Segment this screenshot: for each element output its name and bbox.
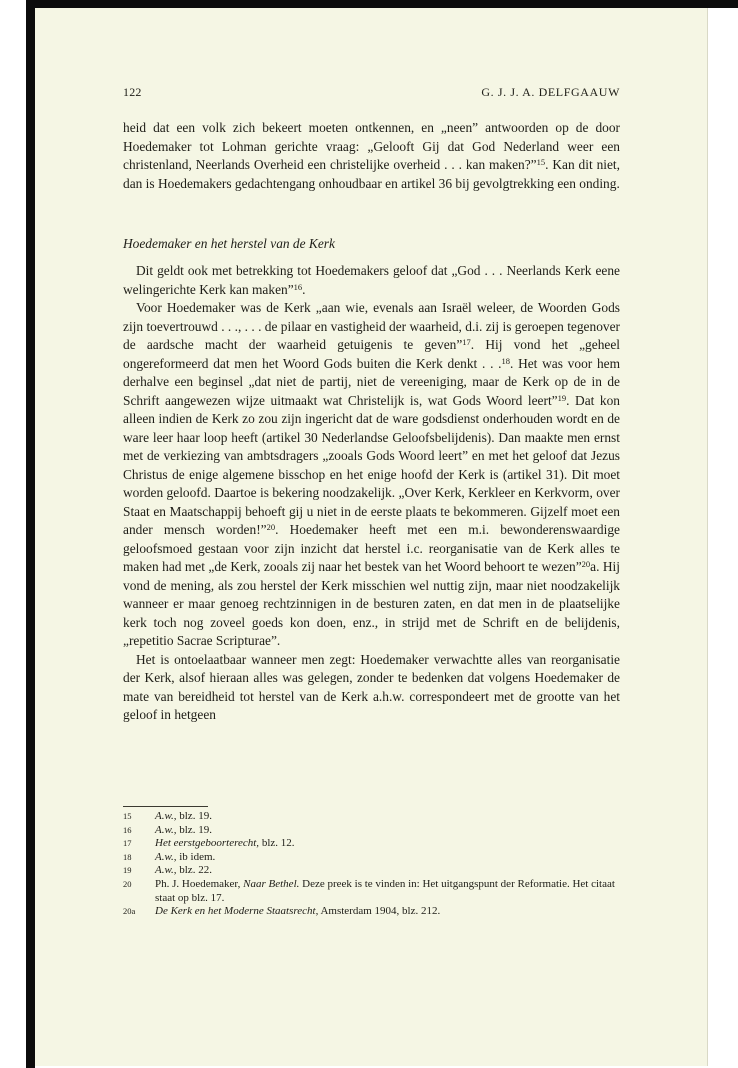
footnote-text: Amsterdam 1904, blz. 212.	[318, 905, 441, 918]
footnote-number: 20a	[123, 906, 136, 917]
footnote	[123, 810, 620, 824]
scan-border-left	[26, 0, 35, 1068]
footnote-text: ib idem.	[176, 850, 216, 863]
footnote	[123, 824, 620, 838]
footnote-number: 17	[123, 838, 132, 849]
footnote-title: A.w.,	[155, 864, 177, 877]
footnote-ref: 20	[581, 559, 591, 569]
footnote	[123, 878, 620, 905]
paragraph-text: a. Hij vond de mening, als zou herstel der Kerk misschien wel nuttig zijn, maar niet noodzakelijk wanneer er maar genoeg rechtzinnigen in de besturen zaten, en dat men in de plaatselijke kerk toch nog zoveel goeds kon doen, enz., in strijd met de Schrift en de belijdenis, „repetitio Sacrae Scripturae”.	[123, 559, 620, 648]
footnote-title: Het eerstgeboorterecht,	[155, 837, 260, 850]
paragraph-text: .	[302, 281, 306, 297]
footnote-ref: 19	[557, 392, 567, 403]
footnote-ref: 16	[293, 281, 303, 292]
paragraph-text: Voor Hoedemaker was de Kerk „aan wie, evenals aan Israël weleer, de Woorden Gods zijn toevertrouwd . . ., . . . de pilaar en vastigheid der waarheid, d.i. zij is geroepen tegenover de aardsche macht der waarheid getuigenis te geven”	[123, 300, 620, 352]
scan-border-top	[26, 0, 738, 8]
footnote-text: blz. 19.	[176, 823, 212, 836]
footnote-number: 15	[123, 811, 132, 821]
footnotes	[123, 810, 620, 919]
footnote-text: Deze preek is te vinden in: Het uitgangspunt der Reformatie. Het citaat staat op blz. 17.	[155, 877, 615, 904]
footnote-ref: 20	[266, 522, 276, 532]
paragraph-text: Het is ontoelaatbaar wanneer men zegt: Hoedemaker verwachtte alles van reorganisatie der Kerk, alsof hieraan alles was gelegen, zonder te bedenken dat volgens Hoedemaker de mate van bereidheid tot herstel van de Kerk a.h.w. correspondeert met de grootte van het geloof in hetgeen	[123, 651, 620, 722]
footnote-title: De Kerk en het Moderne Staatsrecht,	[155, 905, 319, 918]
paragraph-text: . Het was voor hem derhalve een beginsel „dat niet de partij, niet de vereeniging, maar de Kerk op de in de Schrift aangewezen wijze uitmaakt wat Christelijk is, wat Gods Woord leert”	[123, 355, 621, 408]
paragraph	[123, 651, 620, 725]
footnote-ref: 18	[501, 355, 510, 366]
page-number: 122	[123, 85, 142, 99]
footnote-text: blz. 19.	[176, 810, 212, 822]
footnote	[123, 864, 620, 878]
footnote-title: A.w.,	[155, 850, 177, 863]
running-head: G. J. J. A. DELFGAAUW	[481, 85, 620, 99]
footnote-title: Naar Bethel.	[243, 877, 300, 890]
footnote	[123, 837, 620, 851]
section-body	[123, 262, 620, 725]
footnote-text: Ph. J. Hoedemaker,	[155, 877, 244, 890]
footnote-number: 19	[123, 865, 132, 876]
paragraph-text: . Dat kon alleen indien de Kerk zo zou zijn ingericht dat de ware godsdienst onderhouden wordt en de ware leer haar loop heeft (artikel 30 Nederlandse Geloofsbelijdenis). Dan maakte men ernst met de verkiezing van ambtsdragers „zooals Gods Woord leert” en met het geloof dat Jezus Christus de enige algemene bisschop en het enige hoofd der Kerk is (artikel 31). Dit moet worden geloofd. Daartoe is bekering noodzakelijk. „Over Kerk, Kerkleer en Kerkvorm, over Staat en Maatschappij behoeft gij u niet in de eerste plaats te bekommeren. Gijzelf moet een ander mensch worden!”	[123, 392, 621, 537]
footnote-ref: 17	[462, 337, 471, 347]
paragraph-text: . Hoedemaker heeft met een m.i. bewonderenswaardige geloofsmoed gestaan voor zijn inzicht dat herstel i.c. reorganisatie van de Kerk alles te maken had met „de Kerk, zooals zij naar het bestek van het Woord behoort te wezen”	[123, 522, 620, 574]
footnote-ref: 15	[536, 157, 546, 167]
footnote-number: 16	[123, 824, 132, 835]
paragraph-text: heid dat een volk zich bekeert moeten ontkennen, en „neen” antwoorden op de door Hoedemaker tot Lohman gerichte vraag: „Gelooft Gij dat God Nederland weer een christenland, Neerlands Overheid een christelijke overheid . . . kan maken?”	[123, 120, 620, 172]
footnote-title: A.w.,	[155, 823, 177, 836]
paragraph-text: . Hij vond het „geheel ongereformeerd dat men het Woord Gods buiten die Kerk denkt . . .	[123, 337, 621, 371]
footnote-text: blz. 22.	[176, 864, 212, 877]
footnote	[123, 851, 620, 865]
footnote-title: A.w.,	[155, 810, 177, 822]
paragraph-text: . Kan dit niet, dan is Hoedemakers gedachtengang onhoudbaar en artikel 36 bij gevolgtrekking een onding.	[123, 157, 620, 191]
paragraph-text: Dit geldt ook met betrekking tot Hoedemakers geloof dat „God . . . Neerlands Kerk eene welingerichte Kerk kan maken”	[123, 263, 620, 297]
opening-paragraph	[123, 119, 620, 193]
paragraph	[123, 299, 620, 651]
footnote-number: 18	[123, 851, 132, 862]
section-heading: Hoedemaker en het herstel van de Kerk	[123, 236, 335, 251]
footnote-text: blz. 12.	[259, 837, 295, 850]
footnote-number: 20	[123, 878, 132, 889]
paragraph	[123, 262, 620, 299]
footnote	[123, 905, 620, 919]
footnote-rule	[123, 806, 208, 807]
